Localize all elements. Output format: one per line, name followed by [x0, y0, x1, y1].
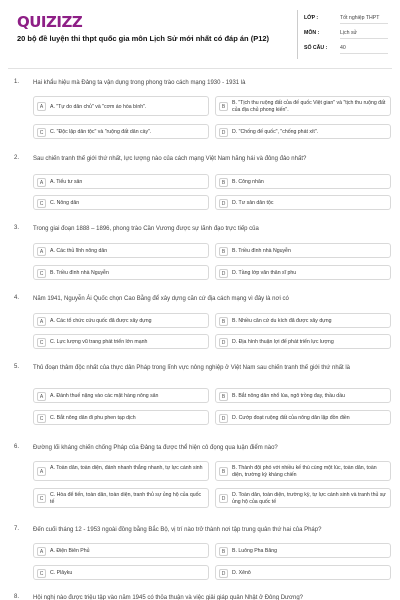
meta-row-subject	[304, 28, 388, 40]
answer-option-a[interactable]	[33, 243, 209, 258]
answer-option-a[interactable]	[33, 96, 209, 116]
option-text: B. Nhiều căn cứ du kích đã được xây dựng	[232, 318, 332, 324]
answer-option-a[interactable]	[33, 543, 209, 558]
option-text: C. Hòa để tiến, toàn dân, toàn diện, tranh thủ sự ủng hộ của quốc tế	[50, 492, 202, 505]
meta-label: MÔN :	[304, 30, 320, 36]
option-letter: B	[219, 317, 228, 326]
answer-option-b[interactable]	[215, 96, 391, 116]
meta-label: SỐ CÂU :	[304, 45, 328, 51]
answer-option-b[interactable]	[215, 243, 391, 258]
option-text: D. Xênô	[232, 570, 251, 576]
question-number: 6.	[14, 444, 20, 450]
question-text: Sau chiến tranh thế giới thứ nhất, lực lượng nào của cách mạng Việt Nam hăng hái và đông đảo nhất?	[33, 156, 307, 162]
option-letter: C	[37, 338, 46, 347]
option-letter: A	[37, 178, 46, 187]
answer-option-a[interactable]	[33, 388, 209, 403]
answer-option-a[interactable]	[33, 313, 209, 328]
divider	[340, 53, 388, 54]
answer-option-c[interactable]	[33, 124, 209, 139]
answer-option-c[interactable]	[33, 334, 209, 349]
option-text: C. Nông dân	[50, 200, 80, 206]
option-letter: A	[37, 102, 46, 111]
question-text: Năm 1941, Nguyễn Ái Quốc chọn Cao Bằng để xây dựng căn cứ địa cách mạng vì đây là nơi có	[33, 296, 289, 302]
option-text: D. "Chống đế quốc", "chống phát xít".	[232, 129, 319, 135]
option-text: D. Cướp đoạt ruộng đất của nông dân lập đồn điền	[232, 415, 350, 421]
option-letter: D	[219, 199, 228, 208]
question-number: 3.	[14, 225, 20, 231]
option-text: A. Điện Biên Phủ	[50, 548, 90, 554]
answer-option-c[interactable]	[33, 265, 209, 280]
option-letter: A	[37, 467, 46, 476]
option-text: D. Tầng lớp văn thân sĩ phu	[232, 270, 297, 276]
option-letter: D	[219, 569, 228, 578]
option-text: B. Triều đình nhà Nguyễn	[50, 270, 109, 276]
answer-option-d[interactable]	[215, 410, 391, 425]
answer-option-b[interactable]	[215, 388, 391, 403]
question-text: Đường lối kháng chiến chống Pháp của Đảng ta được thể hiện cô đọng qua luận điểm nào?	[33, 445, 278, 451]
option-text: B. Bắt nông dân nhổ lúa, ngô trồng đay, thầu dầu	[232, 393, 345, 399]
document-title: 20 bộ đề luyện thi thpt quốc gia môn Lịch Sử mới nhất có đáp án (P12)	[17, 34, 270, 43]
option-text: A. "Tự do dân chủ" và "cơm áo hòa bình".	[50, 104, 147, 110]
question-text: Hội nghị nào được triệu tập vào năm 1945 có thỏa thuận và việc giải giáp quân Nhật ở Đông Dương?	[33, 595, 304, 600]
question-number: 8.	[14, 594, 20, 600]
answer-option-d[interactable]	[215, 124, 391, 139]
option-text: B. Luông Pha Băng	[232, 548, 277, 554]
option-text: A. Các thủ lĩnh nông dân	[50, 248, 108, 254]
question-number: 1.	[14, 79, 20, 85]
answer-option-d[interactable]	[215, 565, 391, 580]
answer-option-c[interactable]	[33, 195, 209, 210]
answer-option-b[interactable]	[215, 543, 391, 558]
option-text: B. Công nhân	[232, 179, 264, 185]
question-number: 7.	[14, 526, 20, 532]
answer-option-b[interactable]	[215, 313, 391, 328]
option-text: D. Tư sản dân tộc	[232, 200, 274, 206]
option-letter: A	[37, 392, 46, 401]
option-text: C. Lực lượng vũ trang phát triển lớn mạnh	[50, 339, 148, 345]
answer-option-d[interactable]	[215, 488, 391, 508]
option-letter: C	[37, 414, 46, 423]
option-letter: B	[219, 547, 228, 556]
header-divider	[8, 68, 392, 69]
meta-row-class	[304, 13, 388, 25]
quizizz-logo: QUIZIZZ	[17, 13, 83, 31]
option-letter: B	[219, 178, 228, 187]
option-text: A. Các tổ chức cứu quốc đã được xây dựng	[50, 318, 152, 324]
answer-option-d[interactable]	[215, 195, 391, 210]
option-letter: D	[219, 494, 228, 503]
option-text: B. "Tịch thu ruộng đất của đế quốc Việt gian" và "tịch thu ruộng đất của địa chủ phong kiến".	[232, 100, 386, 113]
option-letter: D	[219, 338, 228, 347]
question-text: Trong giai đoạn 1888 – 1896, phong trào Cần Vương được sự lãnh đạo trực tiếp của	[33, 226, 259, 232]
option-text: C. Plâyku	[50, 570, 73, 576]
option-text: A. Tiểu tư sản	[50, 179, 83, 185]
option-letter: A	[37, 247, 46, 256]
option-text: A. Đánh thuế nặng vào các mặt hàng nông sản	[50, 393, 159, 399]
option-letter: A	[37, 547, 46, 556]
option-letter: C	[37, 128, 46, 137]
option-text: D. Toàn dân, toàn diện, trường kỳ, tự lực cánh sinh và tranh thủ sự ủng hộ của quốc tế	[232, 492, 386, 505]
document-header	[0, 0, 400, 62]
question-number: 4.	[14, 295, 20, 301]
option-letter: A	[37, 317, 46, 326]
answer-option-c[interactable]	[33, 565, 209, 580]
meta-label: LỚP :	[304, 15, 319, 21]
option-letter: D	[219, 269, 228, 278]
option-letter: C	[37, 569, 46, 578]
option-letter: B	[219, 102, 228, 111]
option-text: B. Thành đội phó với nhiều kế thù cùng một lúc, toàn dân, toàn diện, trường kỳ kháng chiến	[232, 465, 377, 478]
answer-option-c[interactable]	[33, 488, 209, 508]
question-number: 5.	[14, 364, 20, 370]
question-number: 2.	[14, 155, 20, 161]
answer-option-b[interactable]	[215, 461, 391, 481]
divider	[340, 23, 388, 24]
option-letter: C	[37, 494, 46, 503]
option-text: D. Địa hình thuận lợi để phát triển lực lượng	[232, 339, 334, 345]
question-text: Hai khẩu hiệu mà Đảng ta vận dụng trong phong trào cách mạng 1930 - 1931 là	[33, 80, 246, 86]
answer-option-d[interactable]	[215, 334, 391, 349]
divider	[340, 38, 388, 39]
question-text: Đến cuối tháng 12 - 1953 ngoài đồng bằng Bắc Bộ, vị trí nào trở thành nơi tập trung quân thứ hai của Pháp?	[33, 527, 322, 533]
option-letter: B	[219, 247, 228, 256]
option-text: B. Triều đình nhà Nguyễn	[232, 248, 291, 254]
answer-option-a[interactable]	[33, 174, 209, 189]
option-text: A. Toàn dân, toàn diện, đánh nhanh thắng nhanh, tự lực cánh sinh	[50, 465, 203, 471]
answer-option-a[interactable]	[33, 461, 209, 481]
option-letter: B	[219, 392, 228, 401]
meta-row-count	[304, 43, 388, 55]
option-letter: D	[219, 414, 228, 423]
meta-value: Lịch sử	[340, 30, 358, 36]
option-letter: B	[219, 467, 228, 476]
meta-value: 40	[340, 45, 346, 51]
option-text: C. Bắt nông dân đi phu phen tạp dịch	[50, 415, 136, 421]
answer-option-d[interactable]	[215, 265, 391, 280]
question-text: Thủ đoạn thâm độc nhất của thực dân Pháp trong lĩnh vực nông nghiệp ở Việt Nam sau chiến tranh thế giới thứ nhất là	[33, 365, 351, 371]
answer-option-b[interactable]	[215, 174, 391, 189]
option-letter: D	[219, 128, 228, 137]
option-letter: C	[37, 269, 46, 278]
meta-box	[297, 10, 387, 59]
meta-value: Tốt nghiệp THPT	[340, 15, 380, 21]
answer-option-c[interactable]	[33, 410, 209, 425]
option-text: C. "Độc lập dân tộc" và "ruộng đất dân cày".	[50, 129, 152, 135]
option-letter: C	[37, 199, 46, 208]
